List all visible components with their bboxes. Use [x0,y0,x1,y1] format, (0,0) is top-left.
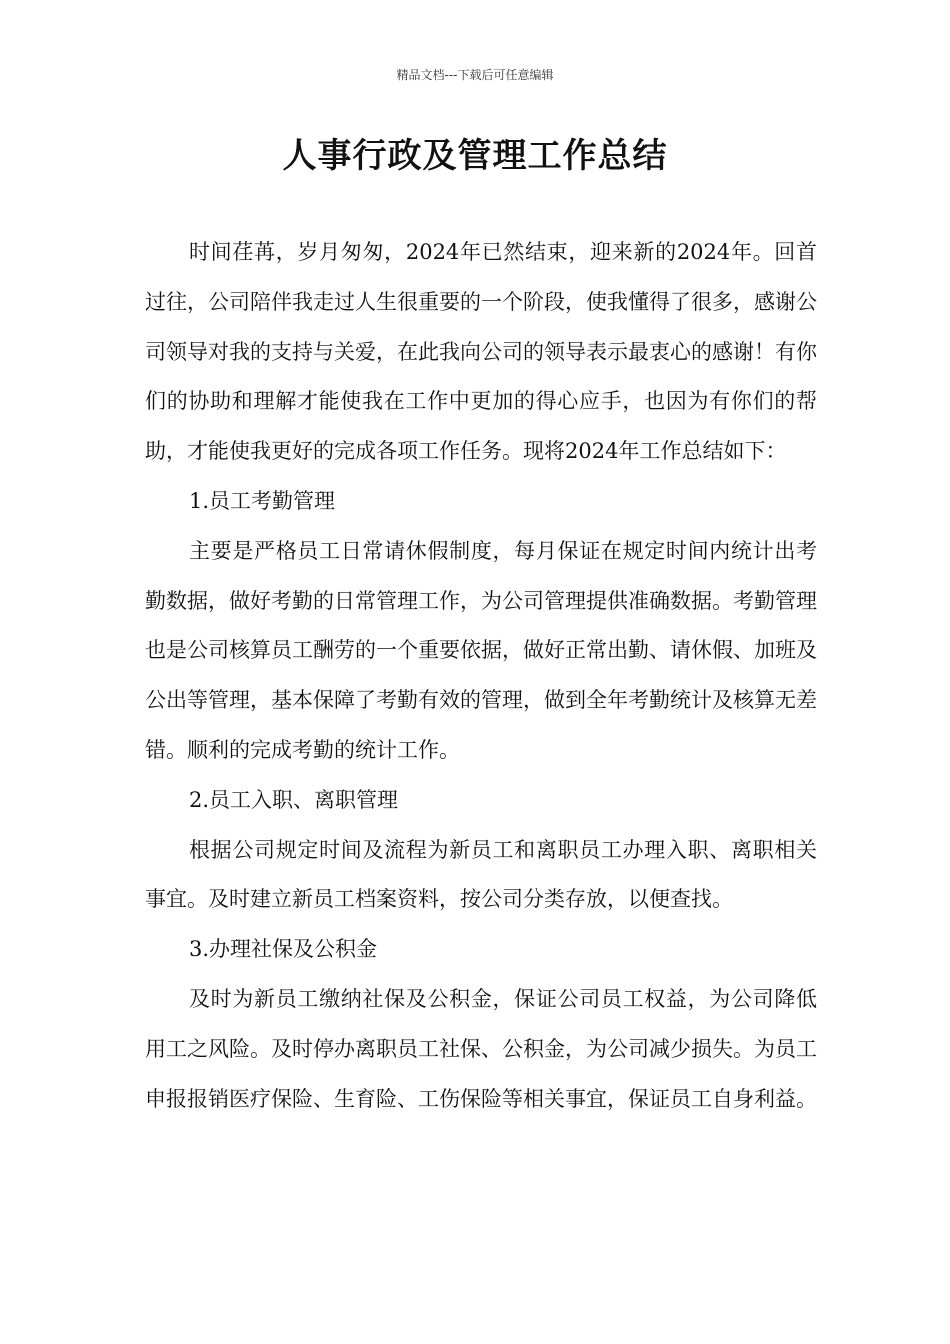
page-header-caption: 精品文档---下载后可任意编辑 [396,68,554,82]
section-body-social-insurance: 及时为新员工缴纳社保及公积金，保证公司员工权益，为公司降低用工之风险。及时停办离职员工社保、公积金，为公司减少损失。为员工申报报销医疗保险、生育险、工伤保险等相关事宜，保证员工自身利益。 [145,986,817,1111]
section-heading-attendance: 1.员工考勤管理 [189,488,336,513]
section-body-onboarding: 根据公司规定时间及流程为新员工和离职员工办理入职、离职相关事宜。及时建立新员工档案资料，按公司分类存放，以便查找。 [145,837,817,912]
section-heading-social-insurance: 3.办理社保及公积金 [189,937,378,962]
section-body-attendance: 主要是严格员工日常请休假制度，每月保证在规定时间内统计出考勤数据，做好考勤的日常管理工作，为公司管理提供准确数据。考勤管理也是公司核算员工酬劳的一个重要依据，做好正常出勤、请休假、加班及公出等管理，基本保障了考勤有效的管理，做到全年考勤统计及核算无差错。顺利的完成考勤的统计工作。 [145,538,817,762]
document-title: 人事行政及管理工作总结 [282,136,668,176]
intro-paragraph: 时间荏苒，岁月匆匆，2024年已然结束，迎来新的2024年。回首过往，公司陪伴我走过人生很重要的一个阶段，使我懂得了很多，感谢公司领导对我的支持与关爱，在此我向公司的领导表示最衷心的感谢！有你们的协助和理解才能使我在工作中更加的得心应手，也因为有你们的帮助，才能使我更好的完成各项工作任务。现将2024年工作总结如下： [145,240,817,464]
section-heading-onboarding: 2.员工入职、离职管理 [189,787,399,812]
document-body [145,228,817,1124]
